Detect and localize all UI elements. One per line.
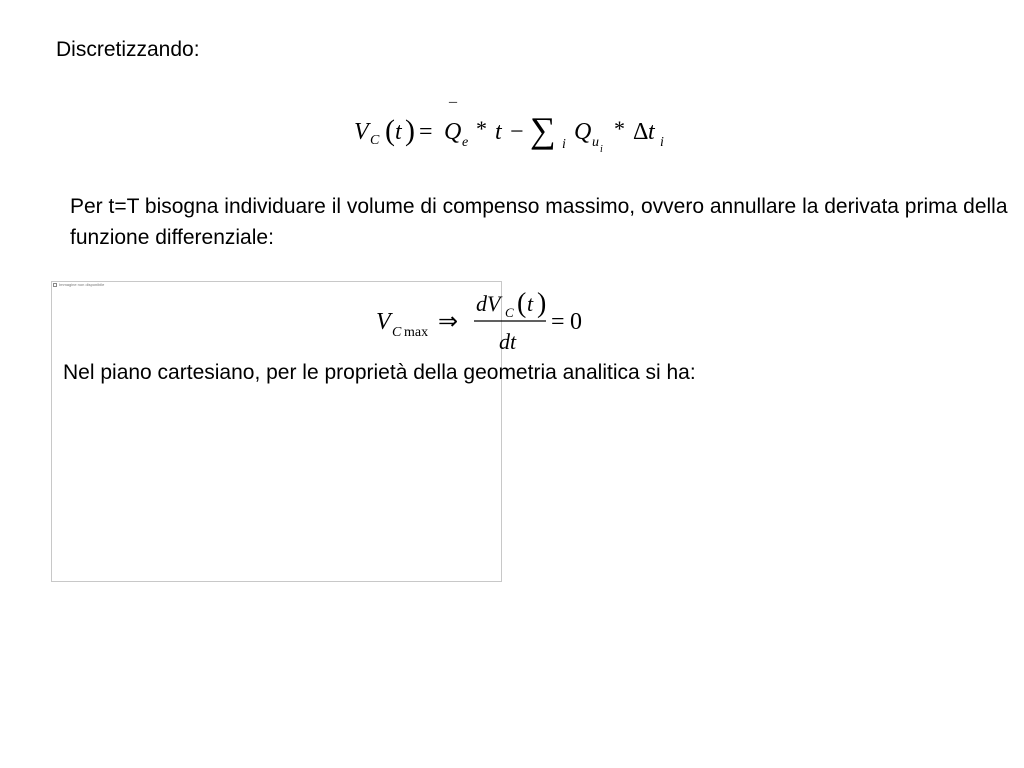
eq1-C: C — [370, 133, 380, 148]
image-caption: Immagine non disponibile — [59, 282, 105, 287]
eq2-zero: 0 — [570, 309, 582, 335]
eq1-star2: * — [614, 116, 625, 141]
eq1-lparen: ( — [385, 114, 395, 147]
eq1-bar: ¯ — [449, 101, 457, 118]
equation-discrete-volume — [350, 100, 690, 165]
eq1-e: e — [462, 135, 469, 150]
eq1-Q2: Q — [574, 119, 592, 145]
eq1-equals: = — [419, 119, 433, 145]
eq1-delta: Δ — [633, 119, 649, 145]
eq1-t3: t — [648, 119, 655, 145]
broken-image-icon — [53, 283, 57, 287]
eq1-rparen: ) — [405, 114, 415, 147]
eq2-dt: dt — [499, 329, 517, 354]
eq1-t: t — [395, 119, 402, 145]
eq2-rparen: ) — [537, 288, 547, 319]
eq2-C2: C — [505, 305, 514, 320]
eq1-minus: − — [510, 119, 524, 145]
eq2-C: C — [392, 325, 402, 340]
eq2-dV: dV — [476, 291, 501, 316]
eq1-star: * — [476, 116, 487, 141]
eq1-Q: Q — [444, 119, 462, 145]
equation-derivative-zero — [372, 285, 602, 365]
eq2-max: max — [404, 325, 429, 340]
eq2-t: t — [527, 291, 534, 316]
eq1-u: u — [592, 135, 599, 150]
eq2-equals: = — [551, 309, 565, 335]
eq2-implies: ⇒ — [438, 309, 459, 335]
eq1-i: i — [562, 137, 566, 152]
paragraph-max-volume: Per t=T bisogna individuare il volume di compenso massimo, ovvero annullare la derivata prima della funzione differenziale: — [70, 195, 1008, 249]
eq1-i2: i — [600, 144, 603, 155]
eq1-i3: i — [660, 135, 664, 150]
eq1-sum: ∑ — [530, 110, 556, 150]
eq1-t2: t — [495, 119, 502, 145]
eq1-V: V — [354, 119, 369, 145]
eq2-V: V — [376, 309, 391, 335]
paragraph-cartesian: Nel piano cartesiano, per le proprietà della geometria analitica si ha: — [63, 361, 696, 384]
eq2-lparen: ( — [517, 288, 527, 319]
slide-heading: Discretizzando: — [56, 38, 200, 61]
